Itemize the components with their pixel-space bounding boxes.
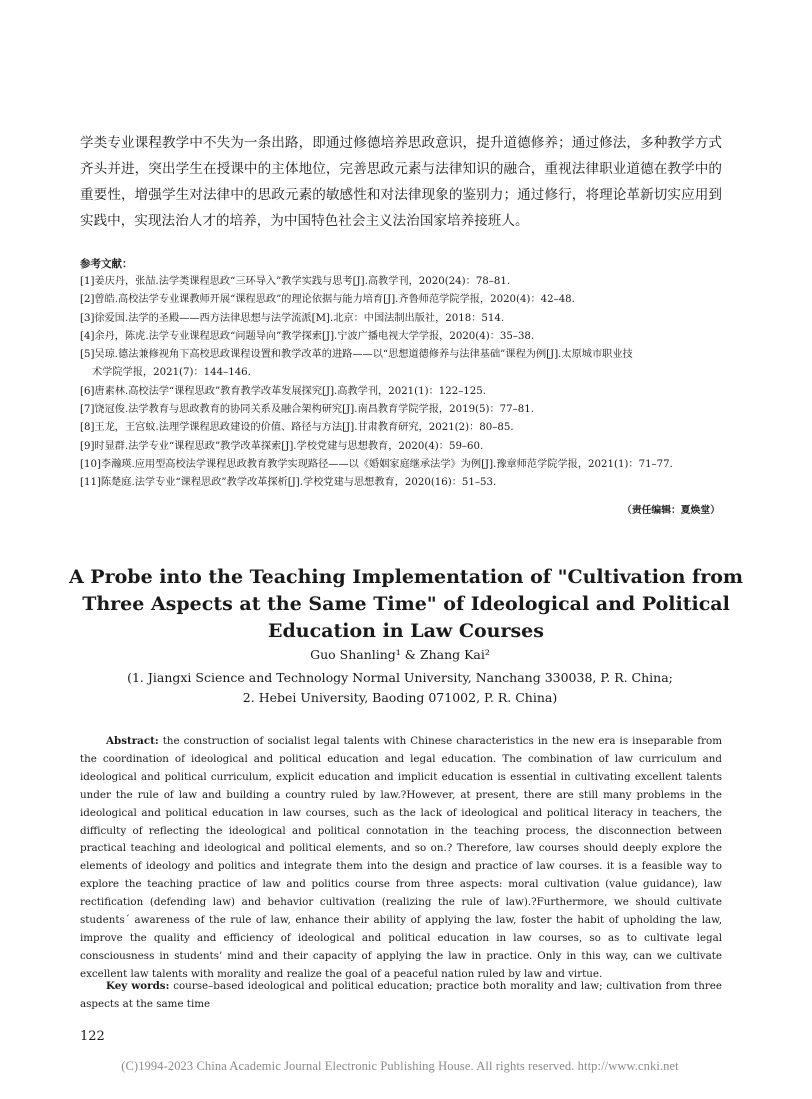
references-list <box>80 273 726 493</box>
page-number: 122 <box>80 1029 105 1044</box>
abstract-label: Abstract: <box>106 735 159 747</box>
reference-item-continuation: 术学院学报，2021(7)：144–146. <box>92 367 251 379</box>
english-title: A Probe into the Teaching Implementation of "Cultivation from Three Aspects at the Same Time" of Ideological and Political Education in Law Courses <box>68 566 744 642</box>
reference-item: [3]徐爱国.法学的圣殿——西方法律思想与法学流派[M].北京：中国法制出版社，2018：514. <box>80 312 505 324</box>
reference-item: [8]王龙，王宫蚊.法理学课程思政建设的价值、路径与方法[J].甘肃教育研究，2021(2)：80–85. <box>80 422 514 434</box>
abstract-text: the construction of socialist legal talents with Chinese characteristics in the new era is inseparable from the coordination of ideological and political education and legal education. The combination of law curriculum and ideological and political curriculum, explicit education and implicit education is essential in cultivating excellent talents under the rule of law and building a country ruled by law.?However, at present, there are still many problems in the ideological and political education in law courses, such as the lack of ideological and political literacy in teachers, the difficulty of reflecting the ideological and political connotation in the teaching process, the disconnection between practical teaching and ideological and political elements, and so on.? Therefore, law courses should deeply explore the elements of ideology and politics and integrate them into the design and practice of law courses. it is a feasible way to explore the teaching practice of law and politics course from three aspects: moral cultivation (value guidance), law rectification (defending law) and behavior cultivation (realizing the rule of law).?Furthermore, we should cultivate students´ awareness of the rule of law, enhance their ability of applying the law, foster the habit of upholding the law, improve the quality and efficiency of ideological and political education in law courses, so as to cultivate legal consciousness in students’ mind and their capacity of applying the law in practice. Only in this way, can we cultivate excellent law talents with morality and realize the goal of a peaceful nation ruled by law and virtue. <box>80 735 722 980</box>
references-heading: 参考文献： <box>80 258 133 270</box>
affiliation-1: (1. Jiangxi Science and Technology Normal University, Nanchang 330038, P. R. China; <box>127 670 673 685</box>
body-paragraph: 学类专业课程教学中不失为一条出路，即通过修德培养思政意识，提升道德修养；通过修法，多种教学方式齐头并进，突出学生在授课中的主体地位，完善思政元素与法律知识的融合，重视法律职业道德在教学中的重要性，增强学生对法律中的思政元素的敏感性和对法律现象的鉴别力；通过修行，将理论革新切实应用到实践中，实现法治人才的培养，为中国特色社会主义法治国家培养接班人。 <box>80 135 722 229</box>
reference-item: [11]陈楚庭.法学专业“课程思政”教学改革探析[J].学校党建与思想教育，2020(16)：51–53. <box>80 477 497 489</box>
keywords <box>80 977 722 1013</box>
responsible-editor: （责任编辑：夏焕堂） <box>622 505 720 516</box>
copyright-footer: (C)1994-2023 China Academic Journal Electronic Publishing House. All rights reserved. http://www.cnki.net <box>121 1059 679 1073</box>
keywords-text: course–based ideological and political education; practice both morality and law; cultivation from three aspects at the same time <box>80 980 722 1010</box>
abstract <box>80 733 722 984</box>
reference-item: [9]时显群.法学专业“课程思政”教学改革探索[J].学校党建与思想教育，2020(4)：59–60. <box>80 440 484 452</box>
reference-item: [10]李瀚瑛.应用型高校法学课程思政教育教学实现路径——以《婚姻家庭继承法学》为例[J].豫章师范学院学报，2021(1)：71–77. <box>80 458 673 470</box>
affiliation-2: 2. Hebei University, Baoding 071002, P. R. China) <box>242 690 558 705</box>
affiliations <box>0 668 800 708</box>
authors: Guo Shanling¹ & Zhang Kai² <box>310 647 490 662</box>
keywords-label: Key words: <box>106 980 170 992</box>
reference-item: [7]饶冠俊.法学教育与思政教育的协同关系及融合架构研究[J].南昌教育学院学报，2019(5)：77–81. <box>80 404 534 416</box>
reference-item: [1]姜庆丹，张喆.法学类课程思政“三环导入”教学实践与思考[J].高教学刊，2020(24)：78–81. <box>80 276 511 287</box>
reference-item: [6]唐素林.高校法学“课程思政”教育教学改革发展探究[J].高教学刊，2021(1)：122–125. <box>80 385 486 397</box>
reference-item: [4]余丹，陈虎.法学专业课程思政“问题导向”教学探索[J].宁波广播电视大学学报，2020(4)：35–38. <box>80 330 535 342</box>
reference-item-text: [5]吴琼.德法兼修视角下高校思政课程设置和教学改革的进路——以“思想道德修养与法律基础”课程为例[J].太原城市职业技 <box>80 349 633 361</box>
reference-item <box>80 346 726 383</box>
reference-item: [2]曾皓.高校法学专业课教师开展“课程思政”的理论依据与能力培育[J].齐鲁师范学院学报，2020(4)：42–48. <box>80 294 575 306</box>
